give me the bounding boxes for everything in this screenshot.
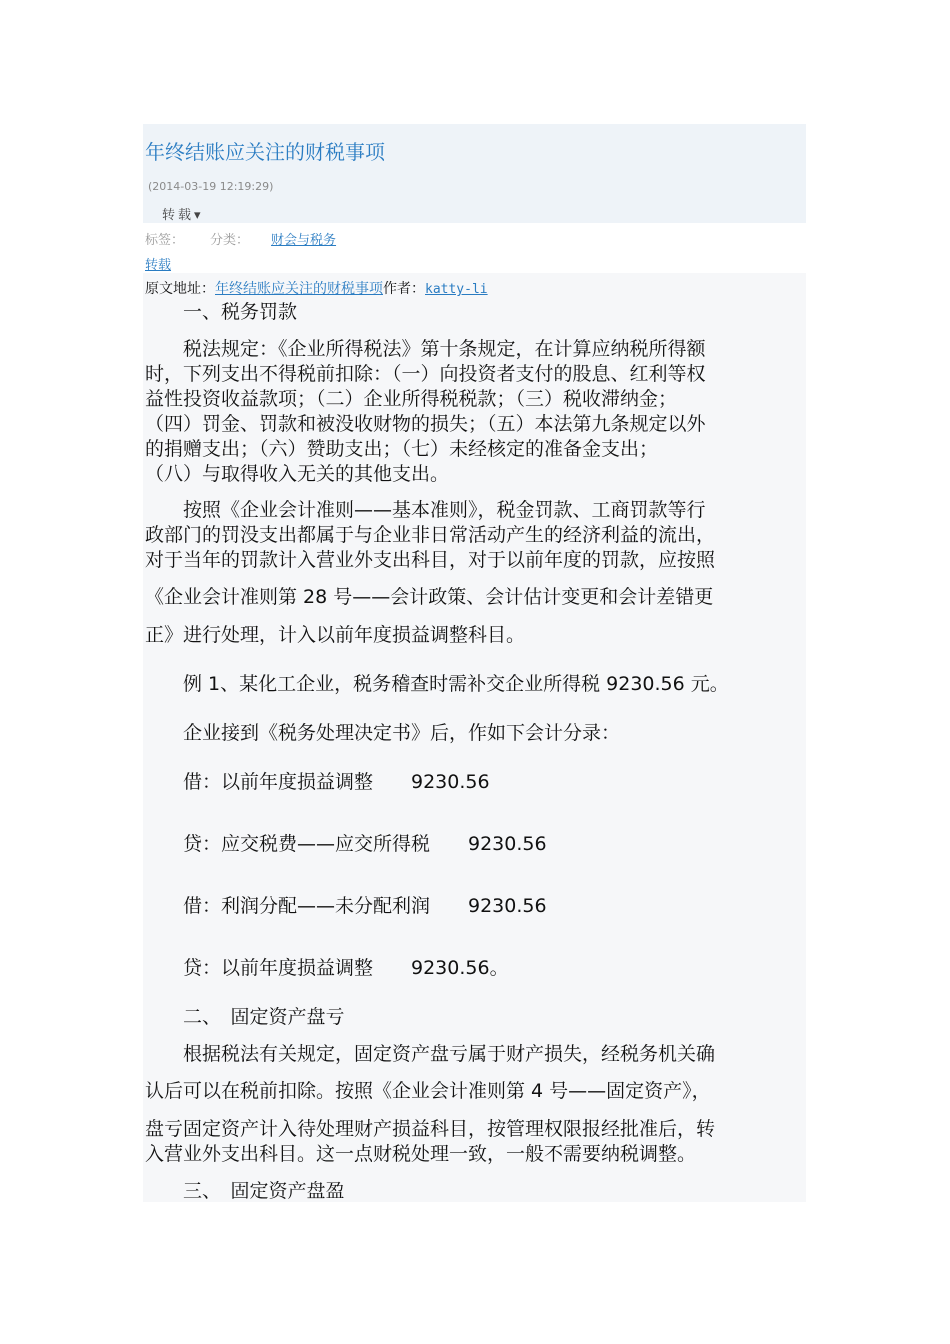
repost-link[interactable]: 转载 bbox=[145, 258, 172, 273]
paragraph-line: （八）与取得收入无关的其他支出。 bbox=[145, 463, 450, 485]
section-heading-penalty: 一、税务罚款 bbox=[183, 301, 298, 323]
paragraph-line: 益性投资收益款项；（二）企业所得税税款；（三）税收滞纳金； bbox=[145, 388, 678, 410]
paragraph-line: 对于当年的罚款计入营业外支出科目，对于以前年度的罚款，应按照 bbox=[145, 549, 716, 571]
journal-entry-debit: 借：利润分配——未分配利润 9230.56 bbox=[183, 895, 547, 917]
paragraph-line: 时，下列支出不得税前扣除：（一）向投资者支付的股息、红利等权 bbox=[145, 363, 706, 385]
paragraph-line: （四）罚金、罚款和被没收财物的损失；（五）本法第九条规定以外 bbox=[145, 413, 706, 435]
journal-entry-debit: 借：以前年度损益调整 9230.56 bbox=[183, 771, 490, 793]
paragraph-line: 《企业会计准则第 28 号——会计政策、会计估计变更和会计差错更 bbox=[145, 586, 714, 608]
section-heading-asset-gain: 三、 固定资产盘盈 bbox=[183, 1180, 345, 1202]
post-date: (2014-03-19 12:19:29) bbox=[148, 180, 274, 193]
paragraph-line: 的捐赠支出；（六）赞助支出；（七）未经核定的准备金支出； bbox=[145, 438, 659, 460]
paragraph-line: 税法规定：《企业所得税法》第十条规定，在计算应纳税所得额 bbox=[183, 338, 706, 360]
paragraph-line: 认后可以在税前扣除。按照《企业会计准则第 4 号——固定资产》， bbox=[145, 1080, 711, 1102]
author-link[interactable]: katty-li bbox=[425, 282, 488, 297]
journal-entry-credit: 贷：以前年度损益调整 9230.56。 bbox=[183, 957, 509, 979]
paragraph-line: 政部门的罚没支出都属于与企业非日常活动产生的经济利益的流出， bbox=[145, 524, 716, 546]
tag-label: 标签： bbox=[145, 233, 185, 248]
paragraph-line: 盘亏固定资产计入待处理财产损益科目，按管理权限报经批准后，转 bbox=[145, 1118, 716, 1140]
article-title: 年终结账应关注的财税事项 bbox=[145, 140, 385, 164]
repost-dropdown-button[interactable]: 转载▾ bbox=[162, 208, 204, 223]
paragraph-line: 企业接到《税务处理决定书》后，作如下会计分录： bbox=[183, 722, 621, 744]
paragraph-line: 根据税法有关规定，固定资产盘亏属于财产损失，经税务机关确 bbox=[183, 1043, 716, 1065]
journal-entry-credit: 贷：应交税费——应交所得税 9230.56 bbox=[183, 833, 547, 855]
paragraph-line: 按照《企业会计准则——基本准则》，税金罚款、工商罚款等行 bbox=[183, 499, 706, 521]
origin-prefix: 原文地址： bbox=[145, 281, 215, 297]
tag-category-row bbox=[145, 229, 336, 248]
paragraph-line: 入营业外支出科目。这一点财税处理一致，一般不需要纳税调整。 bbox=[145, 1143, 697, 1165]
category-label: 分类： bbox=[210, 233, 250, 248]
origin-article-link[interactable]: 年终结账应关注的财税事项 bbox=[215, 281, 383, 297]
author-label: 作者： bbox=[383, 281, 425, 297]
paragraph-line: 正》进行处理，计入以前年度损益调整科目。 bbox=[145, 624, 526, 646]
section-heading-asset-loss: 二、 固定资产盘亏 bbox=[183, 1006, 345, 1028]
example-line: 例 1、某化工企业，税务稽查时需补交企业所得税 9230.56 元。 bbox=[183, 673, 729, 695]
original-source-line bbox=[145, 278, 488, 298]
category-link[interactable]: 财会与税务 bbox=[271, 233, 337, 248]
